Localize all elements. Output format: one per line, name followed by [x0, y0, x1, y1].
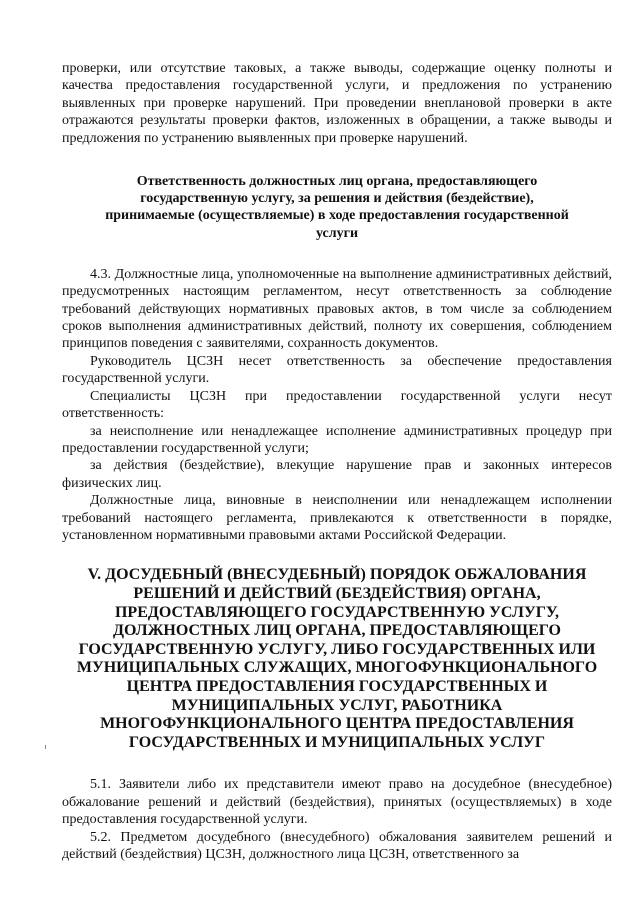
- responsibility-heading: Ответственность должностных лиц органа, предоставляющего государственную услугу, за решения и действия (бездействие), принимаемые (осуществляемые) в ходе предоставления государственной услуги: [105, 174, 569, 241]
- paragraph-5-1: 5.1. Заявители либо их представители имеют право на досудебное (внесудебное) обжалование решений и действий (бездействия), принятых (осуществляемых) в ходе предоставления государственной услуги.: [62, 777, 612, 828]
- intro-paragraph: проверки, или отсутствие таковых, а также выводы, содержащие оценку полноты и качества предоставления государственной услуги, и предложения по устранению выявленных при проверке нарушений. При проведении внеплановой проверки в акте отражаются результаты проверки фактов, изложенных в обращении, а также выводы и предложения по устранению выявленных при проверке нарушений.: [62, 61, 612, 146]
- paragraph-specialists: Специалисты ЦСЗН при предоставлении государственной услуги несут ответственность:: [62, 388, 612, 422]
- paragraph-actions: за действия (бездействие), влекущие нарушение прав и законных интересов физических лиц.: [62, 458, 612, 491]
- section-v-title: V. ДОСУДЕБНЫЙ (ВНЕСУДЕБНЫЙ) ПОРЯДОК ОБЖАЛОВАНИЯ РЕШЕНИЙ И ДЕЙСТВИЙ (БЕЗДЕЙСТВИЯ) ОРГАНА, ПРЕДОСТАВЛЯЮЩЕГО ГОСУДАРСТВЕННУЮ УСЛУГУ, ДОЛЖНОСТНЫХ ЛИЦ ОРГАНА, ПРЕДОСТАВЛЯЮЩЕГО ГОСУДАРСТВЕННУЮ УСЛУГУ, ЛИБО ГОСУДАРСТВЕННЫХ ИЛИ МУНИЦИПАЛЬНЫХ СЛУЖАЩИХ, МНОГОФУНКЦИОНАЛЬНОГО ЦЕНТРА ПРЕДОСТАВЛЕНИЯ ГОСУДАРСТВЕННЫХ И МУНИЦИПАЛЬНЫХ УСЛУГ, РАБОТНИКА МНОГОФУНКЦИОНАЛЬНОГО ЦЕНТРА ПРЕДОСТАВЛЕНИЯ ГОСУДАРСТВЕННЫХ И МУНИЦИПАЛЬНЫХ УСЛУГ: [76, 566, 598, 751]
- paragraph-head-responsibility: Руководитель ЦСЗН несет ответственность за обеспечение предоставления государственной услуги.: [62, 353, 612, 387]
- paragraph-4-3: 4.3. Должностные лица, уполномоченные на выполнение административных действий, предусмотренных настоящим регламентом, несут ответственность за соблюдение требований действующих нормативных правовых актов, в том числе за соблюдением сроков выполнения административных действий, полноту их совершения, соблюдением принципов поведения с заявителями, сохранность документов.: [62, 266, 612, 352]
- paragraph-5-2: 5.2. Предметом досудебного (внесудебного) обжалования заявителем решений и действий (бездействия) ЦСЗН, должностного лица ЦСЗН, ответственного за: [62, 829, 612, 862]
- responsibility-section: [62, 266, 612, 545]
- document-page: [62, 60, 612, 863]
- paragraph-officials-liability: Должностные лица, виновные в неисполнении или ненадлежащем исполнении требований настоящего регламента, привлекаются к ответственности в порядке, установленном нормативными правовыми актами Российской Федерации.: [62, 493, 612, 543]
- section-v-body: [62, 776, 612, 863]
- scan-mark: [45, 745, 46, 749]
- paragraph-nonperformance: за неисполнение или ненадлежащее исполнение административных процедур при предоставлении государственной услуги;: [62, 423, 612, 456]
